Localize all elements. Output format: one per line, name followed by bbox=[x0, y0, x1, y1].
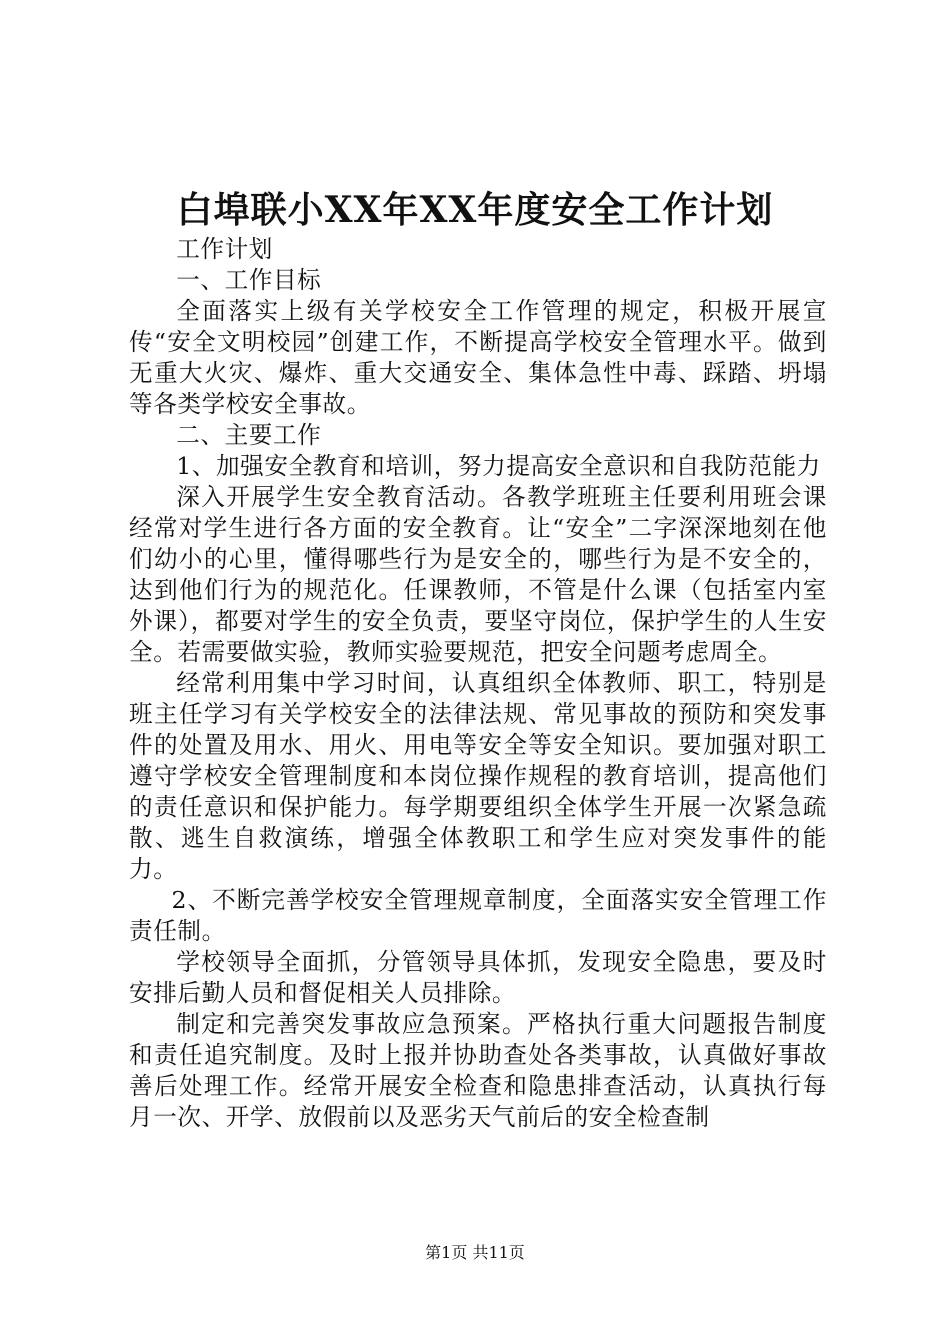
paragraph-heading-goals: 一、工作目标 bbox=[176, 266, 322, 294]
paragraph-emergency-plan: 制定和完善突发事故应急预案。严格执行重大问题报告制度和责任追究制度。及时上报并协助查处各类事故，认真做好事故善后处理工作。经常开展安全检查和隐患排查活动，认真执行每月一次、开学、放假前以及恶劣天气前后的安全检查制 bbox=[129, 1010, 827, 1131]
document-title: 白埠联小XX年XX年度安全工作计划 bbox=[176, 189, 774, 231]
paragraph-leadership: 学校领导全面抓，分管领导具体抓，发现安全隐患，要及时安排后勤人员和督促相关人员排除。 bbox=[129, 948, 827, 1007]
paragraph-item-2: 2、不断完善学校安全管理规章制度，全面落实安全管理工作责任制。 bbox=[129, 886, 827, 945]
paragraph-heading-work-plan: 工作计划 bbox=[176, 235, 273, 263]
paragraph-student-education: 深入开展学生安全教育活动。各教学班班主任要利用班会课经常对学生进行各方面的安全教育。让“安全”二字深深地刻在他们幼小的心里，懂得哪些行为是安全的，哪些行为是不安全的，达到他们行为的规范化。任课教师，不管是什么课（包括室内室外课），都要对学生的安全负责，要坚守岗位，保护学生的人生安全。若需要做实验，教师实验要规范，把安全问题考虑周全。 bbox=[129, 483, 827, 666]
page-footer: 第1页 共11页 bbox=[425, 1243, 525, 1262]
paragraph-goals-text: 全面落实上级有关学校安全工作管理的规定，积极开展宣传“安全文明校园”创建工作，不断提高学校安全管理水平。做到无重大火灾、爆炸、重大交通安全、集体急性中毒、踩踏、坍塌等各类学校安全事故。 bbox=[129, 297, 827, 418]
paragraph-item-1: 1、加强安全教育和培训，努力提高安全意识和自我防范能力 bbox=[176, 452, 821, 480]
paragraph-heading-main-work: 二、主要工作 bbox=[176, 421, 322, 449]
document-body bbox=[129, 234, 827, 1133]
paragraph-staff-training: 经常利用集中学习时间，认真组织全体教师、职工，特别是班主任学习有关学校安全的法律法规、常见事故的预防和突发事件的处置及用水、用火、用电等安全等安全知识。要加强对职工遵守学校安全管理制度和本岗位操作规程的教育培训，提高他们的责任意识和保护能力。每学期要组织全体学生开展一次紧急疏散、逃生自救演练，增强全体教职工和学生应对突发事件的能力。 bbox=[129, 669, 827, 883]
